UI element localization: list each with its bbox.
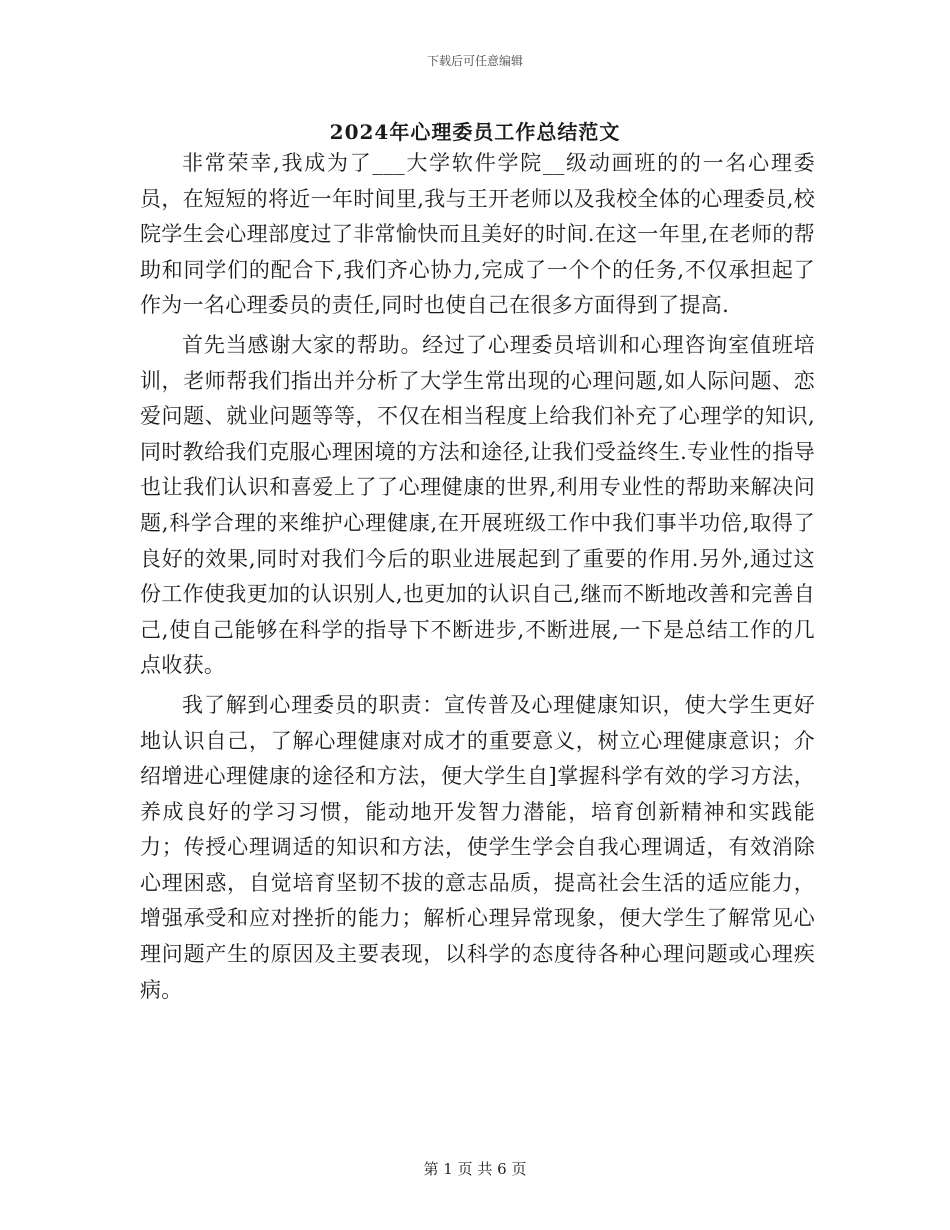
paragraph-1: 非常荣幸,我成为了___大学软件学院__级动画班的的一名心理委员，在短短的将近一年时间里,我与王开老师以及我校全体的心理委员,校院学生会心理部度过了非常愉快而且美好的时间.在这一年里,在老师的帮助和同学们的配合下,我们齐心协力,完成了一个个的任务,不仅承担起了作为一名心理委员的责任,同时也使自己在很多方面得到了提高. [140, 151, 815, 318]
page-number: 第 1 页 共 6 页 [423, 1160, 527, 1178]
document-title: 2024年心理委员工作总结范文 [329, 120, 621, 144]
paragraph-2: 首先当感谢大家的帮助。经过了心理委员培训和心理咨询室值班培训，老师帮我们指出并分析了大学生常出现的心理问题,如人际问题、恋爱问题、就业问题等等，不仅在相当程度上给我们补充了心理学的知识,同时教给我们克服心理困境的方法和途径,让我们受益终生.专业性的指导也让我们认识和喜爱上了了心理健康的世界,利用专业性的帮助来解决问题,科学合理的来维护心理健康,在开展班级工作中我们事半功倍,取得了良好的效果,同时对我们今后的职业进展起到了重要的作用.另外,通过这份工作使我更加的认识别人,也更加的认识自己,继而不断地改善和完善自己,使自己能够在科学的指导下不断进步,不断进展,一下是总结工作的几点收获。 [140, 332, 815, 678]
page-header-note: 下载后可任意编辑 [426, 54, 523, 68]
paragraph-3: 我了解到心理委员的职责：宣传普及心理健康知识，使大学生更好地认识自己，了解心理健康对成才的重要意义，树立心理健康意识；介绍增进心理健康的途径和方法，便大学生自]掌握科学有效的学习方法，养成良好的学习习惯，能动地开发智力潜能，培育创新精神和实践能力；传授心理调适的知识和方法，使学生学会自我心理调适，有效消除心理困惑，自觉培育坚韧不拔的意志品质，提高社会生活的适应能力，增强承受和应对挫折的能力；解析心理异常现象，便大学生了解常见心理问题产生的原因及主要表现，以科学的态度待各种心理问题或心理疾病。 [140, 692, 815, 1002]
document-body [140, 146, 815, 1012]
